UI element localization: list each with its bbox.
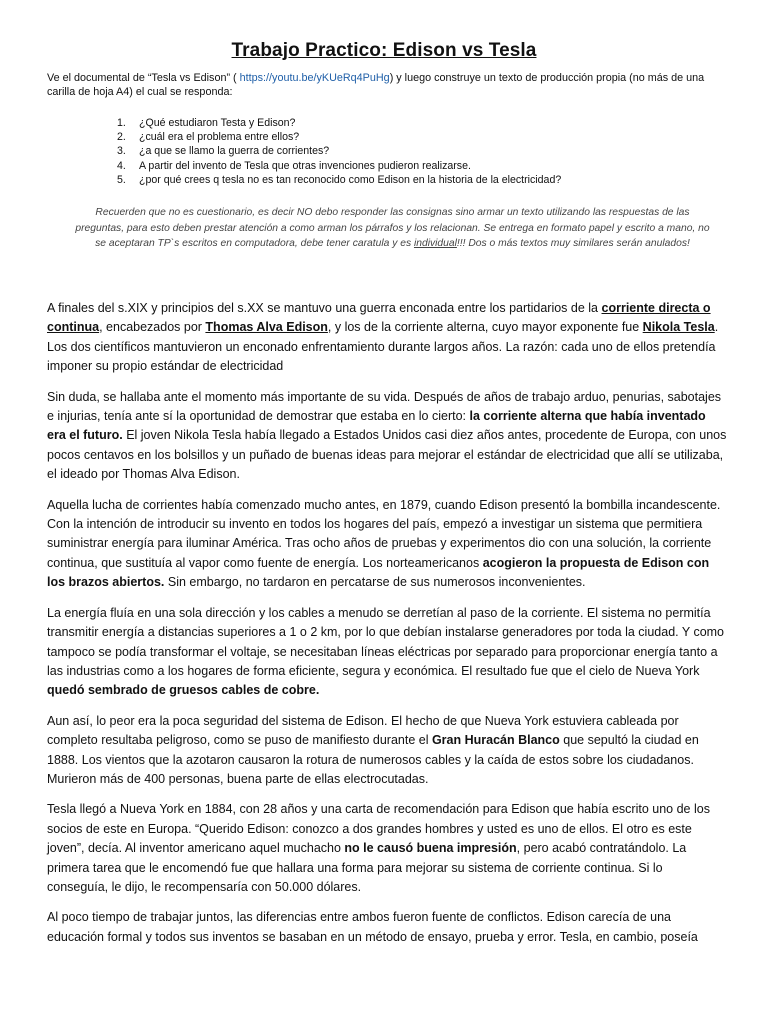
p6-text: Tesla llegó a Nueva York en 1884, con 28 años y una carta de recomendación para Edison que había escrito uno de los socios de este en Europa. “Querido Edison: conozco a dos grandes hombres y usted es uno de ellos. El otro es este joven”, decía. Al inventor americano aquel muchacho (47, 802, 710, 856)
paragraph-5 (47, 712, 727, 790)
question-item (117, 144, 561, 158)
p1-text: . (714, 320, 719, 335)
question-text: ¿a que se llamo la guerra de corrientes? (139, 145, 330, 158)
note-text-before: Recuerden que no es cuestionario, es decir NO debo responder las consignas sino armar un texto utilizando las respuestas de las preguntas, para esto deben prestar atención a como arman los párrafos y los relacionan. Se entrega en formato papel y escrito a mano, no se aceptaran TP`s escritos en computadora, debe tener caratula y es (75, 207, 710, 249)
question-item (117, 159, 561, 173)
question-text: ¿por qué crees q tesla no es tan reconocido como Edison en la historia de la electricidad? (139, 173, 562, 186)
p2-bold-text: la corriente alterna que había inventado era el futuro. (47, 409, 706, 443)
paragraph-1 (47, 299, 727, 377)
questions-list (117, 116, 561, 187)
p4-text: La energía fluía en una sola dirección y los cables a menudo se derretían al paso de la corriente. El sistema no permitía transmitir energía a distancias superiores a 1 o 2 km, por lo que debían instalarse generadores por toda la ciudad. Y como tampoco se podía transformar el voltaje, se necesitaban líneas eléctricas por separado para proporcionar energía tanto a las industrias como a los hogares de forma eficiente, segura y económica. El resultado fue que el cielo de Nueva York (47, 605, 725, 678)
p1-corriente-directa: corriente directa o continua (47, 301, 711, 335)
p7-text: Al poco tiempo de trabajar juntos, las diferencias entre ambos fueron fuente de conflictos. Edison carecía de una educación formal y todos sus inventos se basaban en un método de ensayo, prueba y error. Tesla, en cambio, poseía (47, 910, 698, 944)
p6-bold-text: no le causó buena impresión (344, 841, 517, 856)
documentary-link[interactable]: https://youtu.be/yKUeRq4PuHg (239, 72, 390, 84)
p1-text: Los dos científicos mantuvieron un enconado enfrentamiento durante largos años. La razón: cada uno de ellos pretendía imponer su propio estándar de electricidad (47, 339, 716, 374)
paragraph-4 (47, 604, 727, 701)
intro-text-after: ) y luego construye un texto de producción propia (no más de una carilla de hoja A4) el cual se responda: (47, 72, 705, 98)
note-underlined-word: individual (413, 238, 457, 249)
p3-text: Aquella lucha de corrientes había comenzado mucho antes, en 1879, cuando Edison presentó la bombilla incandescente. Con la intención de introducir su invento en todos los hogares del país, empezó a investigar un sistema que permitiera suministrar energía para iluminar América. Tras ocho años de pruebas y experimentos dio con una solución, la corriente continua, que sustituía al vapor como fuente de energía. Los norteamericanos (47, 497, 721, 570)
paragraph-6 (47, 800, 727, 897)
paragraph-7 (47, 908, 727, 947)
p1-tesla-name: Nikola Tesla (642, 320, 715, 335)
p1-edison-name: Thomas Alva Edison (205, 320, 328, 335)
p5-bold-text: Gran Huracán Blanco (431, 733, 560, 748)
essay-body (47, 299, 727, 958)
p5-text: que sepultó la ciudad en 1888. Los vientos que la azotaron causaron la rotura de numerosos cables y la caída de estos sobre los ciudadanos. Murieron más de 400 personas, buena parte de ellas electrocutadas. (47, 733, 699, 786)
question-item (117, 130, 561, 144)
p1-text: A finales del s.XIX y principios del s.XX se mantuvo una guerra enconada entre los partidarios de la (47, 301, 602, 315)
p2-text: El joven Nikola Tesla había llegado a Estados Unidos casi diez años antes, procedente de Europa, con unos pocos centavos en los bolsillos y un puñado de buenas ideas para mejorar el estándar de electricidad que allí se utilizaba, el ideado por Thomas Alva Edison. (47, 428, 727, 482)
question-item (117, 116, 561, 130)
question-number: 4. (117, 159, 126, 172)
document-title: Trabajo Practico: Edison vs Tesla (231, 40, 537, 61)
instructions-paragraph (47, 71, 727, 99)
intro-text-before: Ve el documental de “Tesla vs Edison” ( (47, 72, 240, 84)
question-item (117, 173, 561, 187)
question-text: ¿cuál era el problema entre ellos? (139, 131, 300, 144)
p5-text: Aun así, lo peor era la poca seguridad del sistema de Edison. El hecho de que Nueva York estuviera cableada por completo resultaba peligroso, como se puso de manifiesto durante el (47, 713, 679, 748)
p3-bold-text: acogieron la propuesta de Edison con los brazos abiertos. (47, 555, 710, 590)
p2-text: Sin duda, se hallaba ante el momento más importante de su vida. Después de años de trabajo arduo, penurias, sabotajes e injurias, tenía ante sí la oportunidad de demostrar que estaba en lo cierto: (47, 389, 722, 424)
question-number: 5. (117, 173, 126, 186)
note-text-after: !!! Dos o más textos muy similares serán anulados! (456, 238, 690, 249)
p4-bold-text: quedó sembrado de gruesos cables de cobre. (47, 683, 320, 698)
question-text: ¿Qué estudiaron Testa y Edison? (139, 117, 296, 129)
paragraph-3 (47, 496, 727, 593)
p6-text: , pero acabó contratándolo. La primera tarea que le encomendó fue que hallara una forma para mejorar su sistema de corriente continua. Si lo conseguía, le dijo, le recompensaría con 50.000 dólares. (47, 841, 687, 894)
question-text: A partir del invento de Tesla que otras invenciones pudieron realizarse. (139, 159, 471, 172)
italic-note (70, 205, 715, 252)
question-number: 1. (117, 117, 126, 129)
question-number: 3. (117, 145, 126, 158)
question-number: 2. (117, 131, 126, 144)
p3-text: Sin embargo, no tardaron en percatarse de sus numerosos inconvenientes. (164, 575, 586, 590)
paragraph-2 (47, 388, 727, 485)
p1-text: , y los de la corriente alterna, cuyo mayor exponente fue (327, 320, 643, 335)
p1-text: , encabezados por (99, 320, 206, 335)
